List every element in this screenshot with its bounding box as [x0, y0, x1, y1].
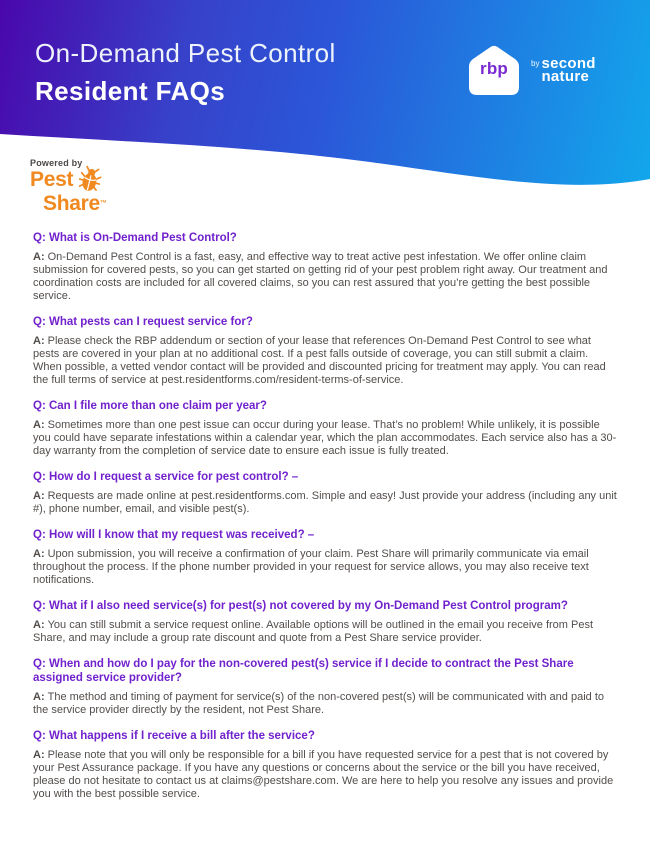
faq-item	[33, 528, 617, 587]
faq-answer	[33, 490, 617, 516]
faq-answer	[33, 419, 617, 458]
faq-item	[33, 231, 617, 303]
answer-text: Please check the RBP addendum or section of your lease that references On-Demand Pest Control to see what pests are covered in your plan at no additional cost. If a pest falls outside of coverage, you can still submit a claim. When possible, a vetted vendor contact will be provided and discounted pricing for treatment may apply. You can read the full terms of service at pest.residentforms.com/resident-terms-of-service.	[33, 335, 606, 386]
pest-share-wordmark-share: Share	[43, 192, 100, 215]
answer-prefix: A:	[33, 490, 45, 502]
faq-question: Q: What pests can I request service for?	[33, 316, 253, 328]
faq-item	[33, 399, 617, 458]
answer-prefix: A:	[33, 619, 45, 631]
answer-text: Upon submission, you will receive a confirmation of your claim. Pest Share will primarily communicate via email throughout the process. If the phone number provided in your request for service allows, you may also receive text notifications.	[33, 548, 589, 586]
trademark-symbol: ™	[99, 200, 107, 207]
beetle-icon	[76, 164, 104, 196]
answer-prefix: A:	[33, 335, 45, 347]
answer-text: On-Demand Pest Control is a fast, easy, and effective way to treat active pest infestation. We offer online claim submission for covered pests, so you can get started on getting rid of your pest problem right away. Our treatment and coordination costs are included for all covered claims, so you can rest assured that you’re getting the best possible service.	[33, 251, 608, 302]
faq-question: Q: What if I also need service(s) for pest(s) not covered by my On-Demand Pest Control program?	[33, 600, 568, 612]
answer-text: Please note that you will only be responsible for a bill if you have requested service for a pest that is not covered by your Pest Assurance package. If you have any questions or concerns about the service or the bill you have received, please do not hesitate to contact us at claims@pestshare.com. We are here to help you resolve any issues and provide you with the best possible service.	[33, 749, 614, 800]
faq-item	[33, 470, 617, 516]
faq-item	[33, 729, 617, 801]
second-nature-wordmark	[531, 57, 596, 83]
answer-text: You can still submit a service request online. Available options will be outlined in the email you receive from Pest Share, and may include a group rate discount and quote from a Pest Share service provider.	[33, 619, 594, 644]
answer-text: Sometimes more than one pest issue can occur during your lease. That’s no problem! While unlikely, it is possible you could have separate infestations within a calendar year, which the plan accommodates. Each service also has a 30-day warranty from the completion of service date to ensure each issue is fully treated.	[33, 419, 617, 457]
faq-answer	[33, 619, 617, 645]
rbp-logo-text: rbp	[480, 59, 508, 78]
answer-prefix: A:	[33, 749, 45, 761]
faq-question: Q: What happens if I receive a bill after the service?	[33, 730, 315, 742]
faq-question: Q: What is On-Demand Pest Control?	[33, 232, 237, 244]
second-nature-line1: second	[541, 55, 596, 72]
faq-item	[33, 599, 617, 645]
rbp-second-nature-logo	[466, 42, 596, 98]
page-title: On-Demand Pest Control	[35, 38, 336, 68]
answer-prefix: A:	[33, 691, 45, 703]
pest-share-logo	[30, 158, 140, 214]
pest-share-wordmark-pest: Pest	[30, 168, 74, 191]
answer-prefix: A:	[33, 548, 45, 560]
faq-question: Q: When and how do I pay for the non-covered pest(s) service if I decide to contract the Pest Share assigned service provider?	[33, 658, 574, 684]
header-titles	[35, 38, 336, 107]
faq-answer	[33, 548, 617, 587]
faq-answer	[33, 691, 617, 717]
faq-item	[33, 657, 617, 717]
faq-answer	[33, 749, 617, 801]
answer-text: The method and timing of payment for service(s) of the non-covered pest(s) will be communicated with and paid to the service provider directly by the resident, not Pest Share.	[33, 691, 604, 716]
faq-question: Q: Can I file more than one claim per year?	[33, 400, 267, 412]
faq-answer	[33, 335, 617, 387]
page-subtitle: Resident FAQs	[35, 76, 226, 106]
answer-prefix: A:	[33, 419, 45, 431]
faq-list	[0, 200, 650, 801]
second-nature-line2: nature	[541, 68, 590, 85]
powered-by-label: Powered by	[30, 158, 83, 168]
answer-prefix: A:	[33, 251, 45, 263]
faq-question: Q: How will I know that my request was received? –	[33, 529, 315, 541]
rbp-badge	[466, 42, 522, 98]
answer-text: Requests are made online at pest.residentforms.com. Simple and easy! Just provide your address (including any unit #), phone number, email, and visible pest(s).	[33, 490, 617, 515]
faq-question: Q: How do I request a service for pest control? –	[33, 471, 299, 483]
by-label: by	[531, 59, 540, 68]
faq-item	[33, 315, 617, 387]
faq-answer	[33, 251, 617, 303]
